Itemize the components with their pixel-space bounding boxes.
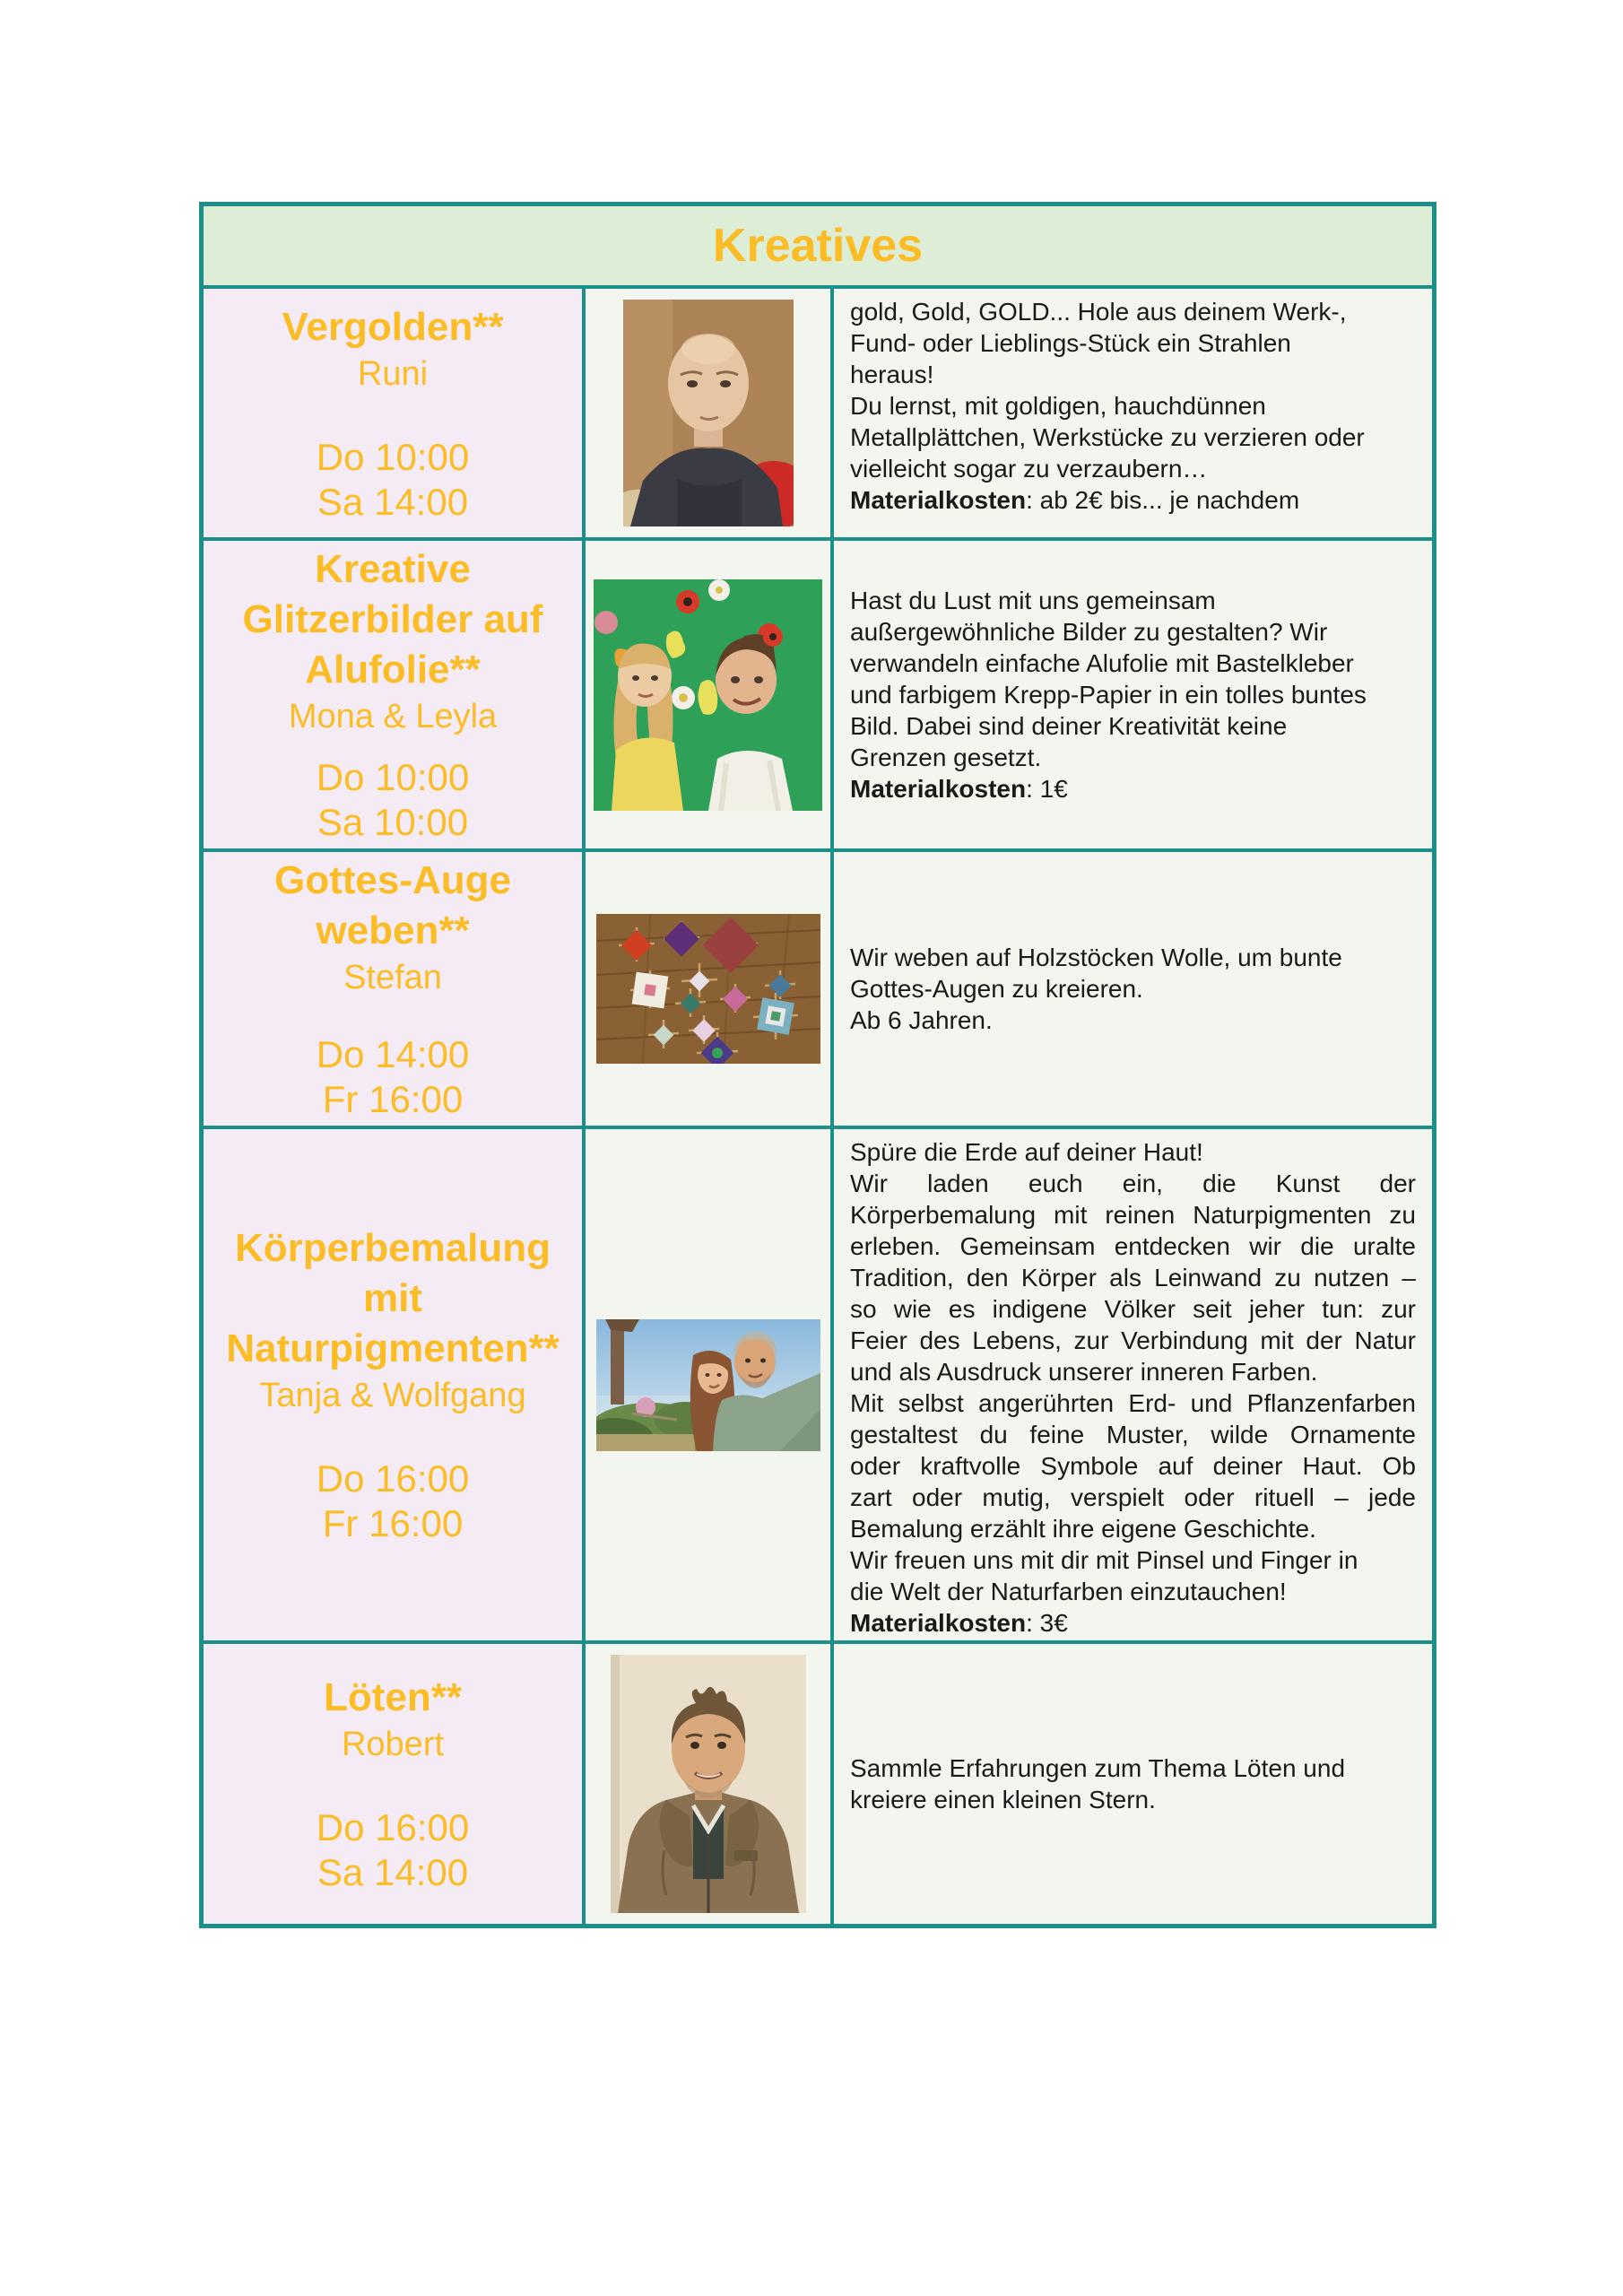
workshop-title-line: Löten** (324, 1675, 462, 1719)
description-line: Du lernst, mit goldigen, hauchdünnen (850, 392, 1266, 420)
workshop-times (317, 755, 469, 845)
description-line: Bemalung erzählt ihre eigene Geschichte. (850, 1515, 1316, 1543)
workshop-title-cell (204, 541, 582, 848)
material-cost-line (850, 1607, 1416, 1639)
workshop-times (317, 435, 469, 525)
description-line: Fund- oder Lieblings-Stück ein Strahlen (850, 329, 1291, 357)
workshop-photo-cell (586, 1129, 830, 1640)
workshop-photo-cell (586, 852, 830, 1126)
workshop-time: Do 14:00 (316, 1033, 470, 1075)
workshop-title (226, 1223, 560, 1374)
workshop-title-cell (204, 852, 582, 1126)
workshop-title (274, 856, 511, 956)
workshop-description-cell (834, 1129, 1432, 1640)
workshop-title (324, 1673, 462, 1723)
workshop-photo-cell (586, 289, 830, 537)
workshop-title-line: Vergolden** (282, 304, 504, 349)
material-cost-value: : 1€ (1026, 775, 1068, 803)
workshop-photo (623, 300, 794, 526)
workshop-time: Fr 16:00 (322, 1502, 464, 1544)
workshop-description-cell (834, 852, 1432, 1126)
material-cost-label: Materialkosten (850, 486, 1027, 514)
description-line: Ab 6 Jahren. (850, 1006, 993, 1034)
description-line: zart oder mutig, verspielt oder rituell – jede (850, 1483, 1416, 1511)
description-line: gold, Gold, GOLD... Hole aus deinem Werk-, (850, 298, 1347, 326)
workshop-title-line: mit (363, 1276, 422, 1320)
workshop-title-line: Gottes-Auge (274, 858, 511, 902)
workshop-instructor: Tanja & Wolfgang (259, 1377, 526, 1414)
description-line: so wie es indigene Völker seit jeher tun: zur (850, 1295, 1416, 1323)
description-line: Tradition, den Körper als Leinwand zu nutzen – (850, 1264, 1416, 1292)
workshop-time: Sa 14:00 (317, 1851, 469, 1893)
workshop-time: Do 16:00 (316, 1457, 470, 1500)
material-cost-line (850, 484, 1416, 516)
workshop-time: Fr 16:00 (322, 1078, 464, 1120)
description-line: die Welt der Naturfarben einzutauchen! (850, 1578, 1287, 1605)
workshop-time: Do 16:00 (316, 1806, 470, 1848)
workshop-title-cell (204, 289, 582, 537)
description-line: Sammle Erfahrungen zum Thema Löten und (850, 1754, 1346, 1782)
material-cost-value: : 3€ (1026, 1609, 1068, 1637)
workshop-title-cell (204, 1644, 582, 1924)
workshop-photo (611, 1655, 806, 1913)
workshop-title-cell (204, 1129, 582, 1640)
description-line: gestaltest du feine Muster, wilde Ornamente (850, 1421, 1416, 1448)
material-cost-line (850, 773, 1416, 804)
workshop-title-line: weben** (316, 909, 470, 952)
kreatives-table (199, 202, 1436, 1928)
workshop-title-line: Alufolie** (305, 648, 481, 691)
description-line: kreiere einen kleinen Stern. (850, 1786, 1156, 1813)
workshop-time: Sa 10:00 (317, 801, 469, 843)
workshop-description-cell (834, 541, 1432, 848)
workshop-instructor: Mona & Leyla (288, 698, 498, 735)
workshop-title-line: Kreative (315, 547, 471, 591)
workshop-time: Do 10:00 (316, 435, 470, 478)
description-line: vielleicht sogar zu verzaubern… (850, 455, 1208, 483)
description-line: Gottes-Augen zu kreieren. (850, 975, 1143, 1003)
workshop-description-cell (834, 1644, 1432, 1924)
workshop-times (317, 1032, 469, 1122)
workshop-title-line: Körperbemalung (234, 1226, 551, 1270)
description-line: Spüre die Erde auf deiner Haut! (850, 1138, 1203, 1166)
workshop-title (243, 544, 543, 695)
workshop-instructor: Runi (357, 354, 429, 393)
workshop-photo (596, 1319, 820, 1451)
description-line: Körperbemalung mit reinen Naturpigmenten zu (850, 1201, 1416, 1229)
description-line: Wir weben auf Holzstöcken Wolle, um bunte (850, 944, 1342, 971)
description-line: heraus! (850, 361, 934, 388)
description-line: außergewöhnliche Bilder zu gestalten? Wir (850, 618, 1328, 646)
description-line: Wir freuen uns mit dir mit Pinsel und Finger in (850, 1546, 1358, 1574)
workshop-instructor: Robert (341, 1726, 445, 1763)
material-cost-value: : ab 2€ bis... je nachdem (1026, 486, 1300, 514)
workshop-photo (596, 914, 820, 1064)
material-cost-label: Materialkosten (850, 775, 1027, 803)
description-line: Mit selbst angerührten Erd- und Pflanzenfarben (850, 1389, 1416, 1417)
workshop-photo (594, 579, 822, 811)
description-line: Bild. Dabei sind deiner Kreativität keine (850, 712, 1288, 740)
workshop-title (282, 302, 504, 352)
description-line: Metallplättchen, Werkstücke zu verzieren oder (850, 423, 1365, 451)
description-line: Hast du Lust mit uns gemeinsam (850, 587, 1216, 614)
workshop-times (317, 1457, 469, 1546)
workshop-photo-cell (586, 541, 830, 848)
description-line: Feier des Lebens, zur Verbindung mit der Natur (850, 1326, 1416, 1354)
description-line: Wir laden euch ein, die Kunst der (850, 1170, 1416, 1197)
workshop-title-line: Naturpigmenten** (226, 1326, 560, 1370)
workshop-times (317, 1805, 469, 1895)
workshop-photo-cell (586, 1644, 830, 1924)
workshop-time: Do 10:00 (316, 756, 470, 798)
description-line: und farbigem Krepp-Papier in ein tolles buntes (850, 681, 1367, 709)
description-line: oder kraftvolle Symbole auf deiner Haut. Ob (850, 1452, 1416, 1480)
table-header (204, 206, 1432, 285)
workshop-title-line: Glitzerbilder auf (242, 597, 543, 641)
description-line: Grenzen gesetzt. (850, 744, 1042, 771)
workshop-description-cell (834, 289, 1432, 537)
table-title: Kreatives (712, 220, 924, 272)
material-cost-label: Materialkosten (850, 1609, 1027, 1637)
description-line: und als Ausdruck unserer inneren Farben. (850, 1358, 1318, 1386)
workshop-instructor: Stefan (343, 959, 442, 996)
description-line: verwandeln einfache Alufolie mit Bastelkleber (850, 649, 1354, 677)
workshop-time: Sa 14:00 (317, 480, 469, 523)
description-line: erleben. Gemeinsam entdecken wir die uralte (850, 1232, 1416, 1260)
